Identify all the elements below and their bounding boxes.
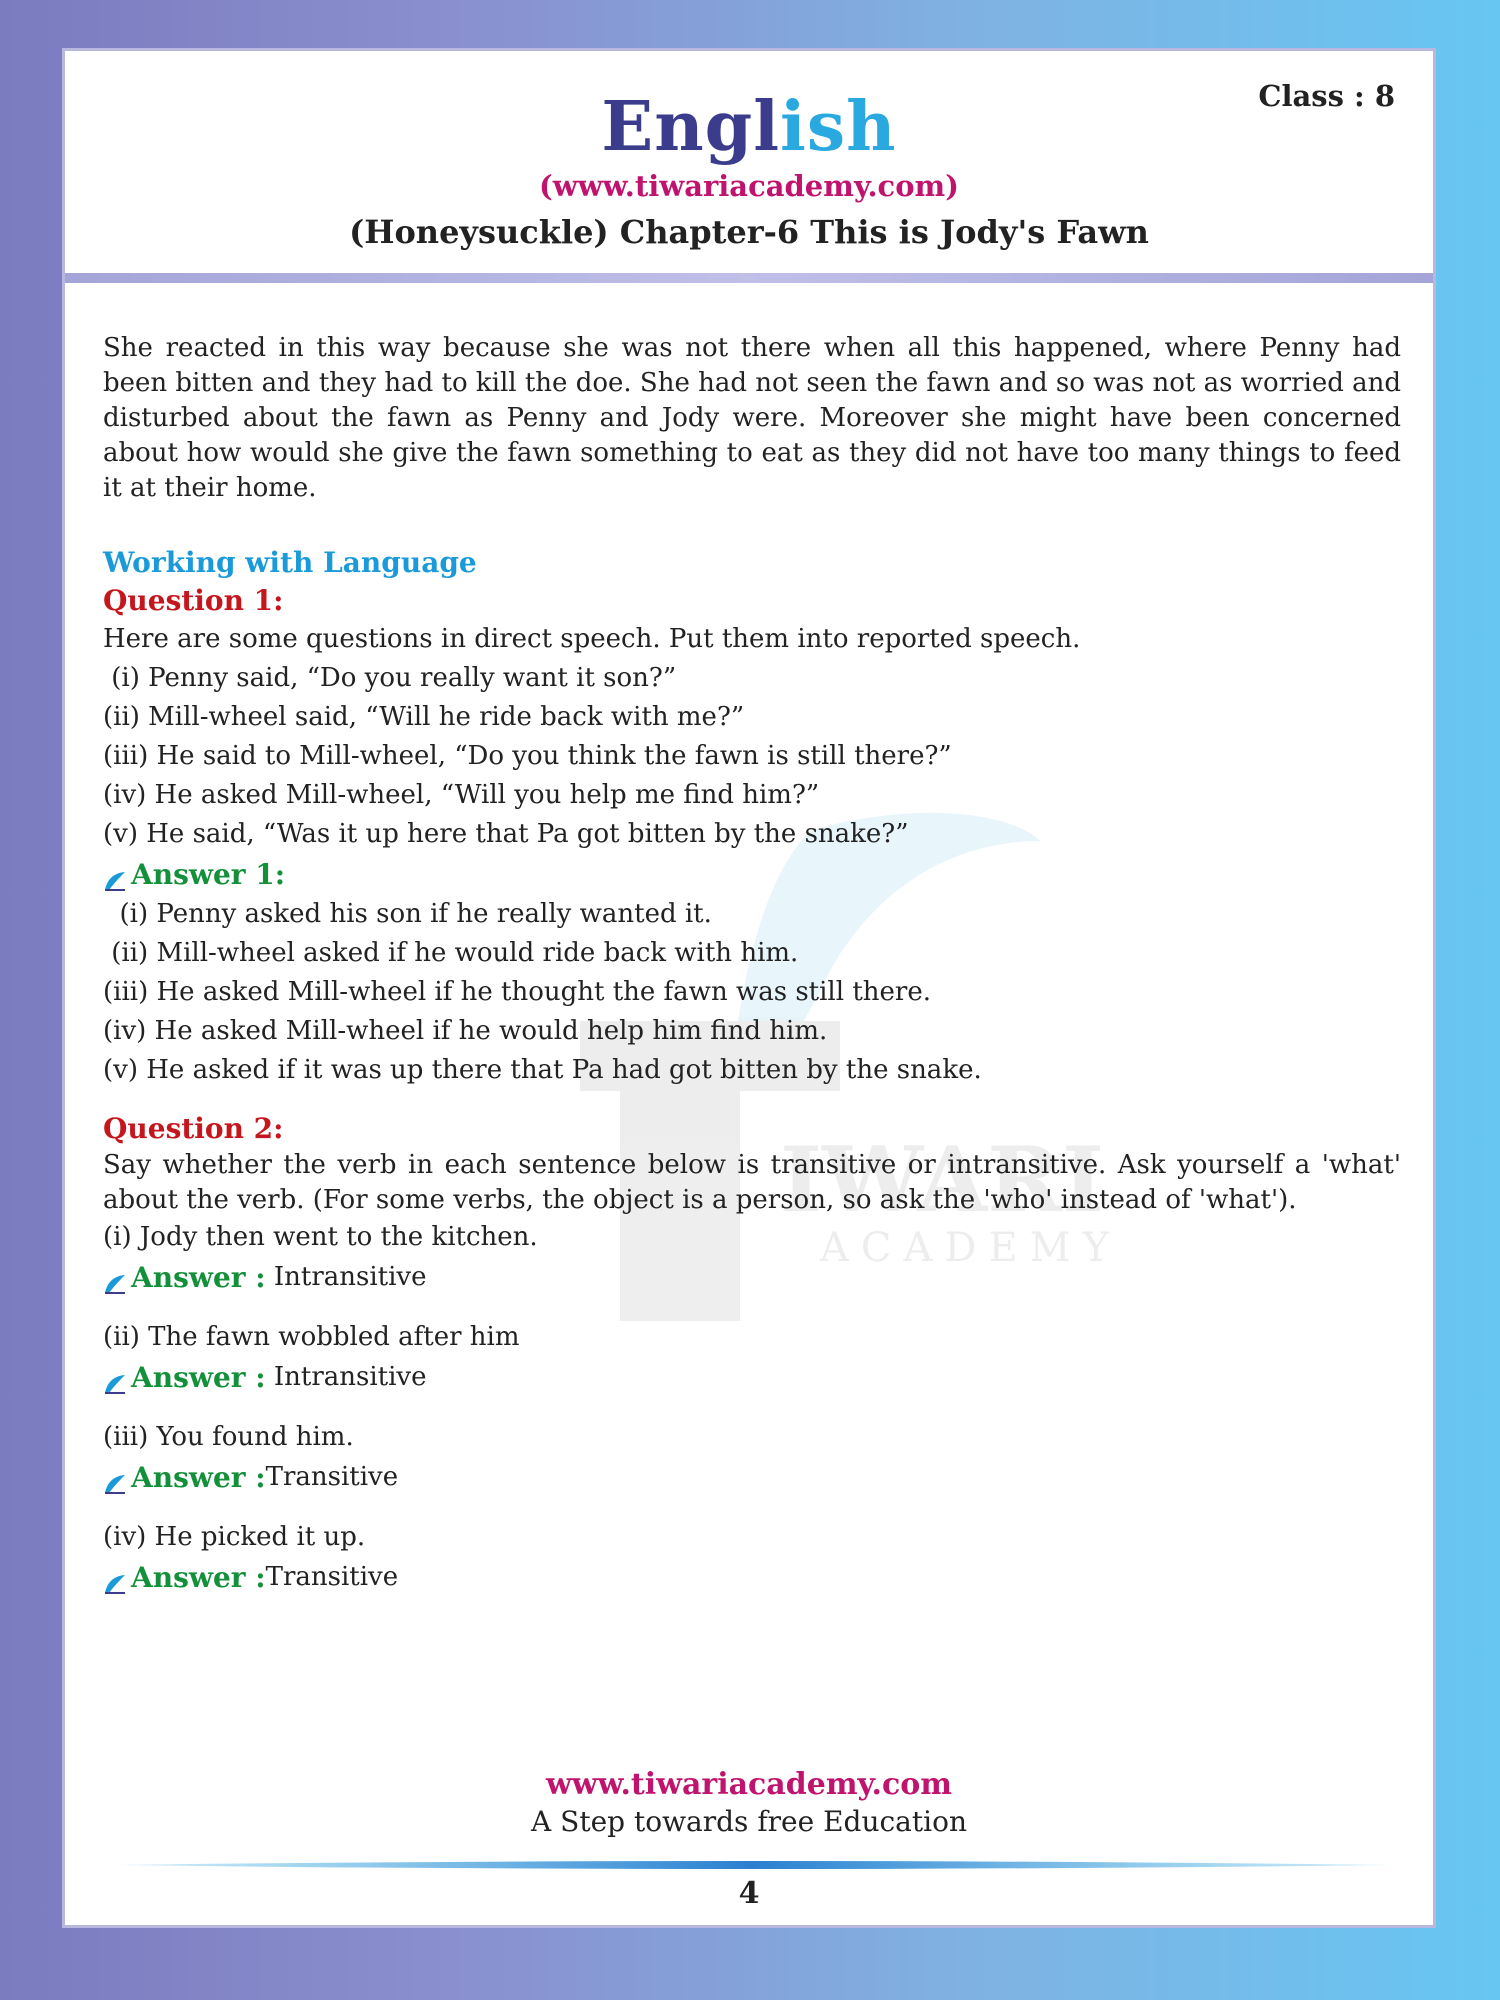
- footer-divider: [113, 1860, 1391, 1870]
- answer-1-heading: [103, 854, 1401, 895]
- question-1-label: Question 1:: [103, 584, 284, 617]
- answer-label: Answer :: [131, 1561, 266, 1594]
- question-2-sentence: (iv) He picked it up.: [103, 1522, 366, 1552]
- answer-value: Transitive: [265, 1562, 399, 1592]
- pen-nib-icon: [103, 1367, 127, 1389]
- page-header: [65, 51, 1433, 281]
- question-1-item: (iv) He asked Mill-wheel, “Will you help me find him?”: [103, 780, 820, 810]
- pen-nib-icon: [103, 1267, 127, 1289]
- answer-1-item: (ii) Mill-wheel asked if he would ride back with him.: [103, 938, 799, 968]
- pen-nib-icon: [103, 1467, 127, 1489]
- answer-label: Answer :: [131, 1461, 266, 1494]
- question-1-item: (ii) Mill-wheel said, “Will he ride back with me?”: [103, 702, 745, 732]
- answer-label: Answer :: [131, 1361, 266, 1394]
- question-2-prompt: Say whether the verb in each sentence below is transitive or intransitive. Ask yourself a 'what' about the verb. (For some verbs, the object is a person, so ask the 'who' instead of 'what').: [103, 1150, 1401, 1215]
- subject-title-part1: Engl: [601, 87, 781, 167]
- answer-1-item: (v) He asked if it was up there that Pa had got bitten by the snake.: [103, 1055, 982, 1085]
- pen-nib-icon: [103, 864, 127, 886]
- question-2-label: Question 2:: [103, 1112, 284, 1145]
- class-label: Class : 8: [1258, 79, 1395, 113]
- svg-text:ACADEMY: ACADEMY: [820, 1225, 1122, 1271]
- chapter-title: (Honeysuckle) Chapter-6 This is Jody's Fawn: [349, 213, 1149, 251]
- page-sheet: [62, 48, 1436, 1928]
- question-2-sentence: (i) Jody then went to the kitchen.: [103, 1222, 538, 1252]
- question-1-item: (iii) He said to Mill-wheel, “Do you think the fawn is still there?”: [103, 741, 952, 771]
- answer-1-label: Answer 1:: [131, 858, 286, 891]
- question-1-prompt: Here are some questions in direct speech. Put them into reported speech.: [103, 624, 1081, 654]
- answer-value: Intransitive: [273, 1362, 427, 1392]
- answer-1-item: (iv) He asked Mill-wheel if he would help him find him.: [103, 1016, 828, 1046]
- answer-1-item: (iii) He asked Mill-wheel if he thought the fawn was still there.: [103, 977, 931, 1007]
- question-1-item: (i) Penny said, “Do you really want it son?”: [103, 663, 677, 693]
- footer-website-link[interactable]: www.tiwariacademy.com: [545, 1767, 953, 1802]
- content-area: [103, 331, 1401, 1598]
- page-number: 4: [738, 1876, 760, 1911]
- header-website-link[interactable]: (www.tiwariacademy.com): [539, 169, 959, 203]
- footer-tagline: A Step towards free Education: [531, 1805, 967, 1838]
- question-1-item: (v) He said, “Was it up here that Pa got bitten by the snake?”: [103, 819, 909, 849]
- subject-title-part2: ish: [780, 87, 897, 167]
- answer-value: Transitive: [265, 1462, 399, 1492]
- question-2-sentence: (ii) The fawn wobbled after him: [103, 1322, 520, 1352]
- answer-1-item: (i) Penny asked his son if he really wanted it.: [103, 899, 712, 929]
- pen-nib-icon: [103, 1567, 127, 1589]
- question-2-answer: [103, 1257, 1401, 1298]
- answer-value: Intransitive: [273, 1262, 427, 1292]
- question-2-answer: [103, 1357, 1401, 1398]
- question-2-answer: [103, 1457, 1401, 1498]
- question-2-sentence: (iii) You found him.: [103, 1422, 354, 1452]
- svg-text:IWARI: IWARI: [780, 1127, 1105, 1233]
- intro-paragraph: She reacted in this way because she was not there when all this happened, where Penny had been bitten and they had to kill the doe. She had not seen the fawn and so was not as worried and disturbed about the fawn as Penny and Jody were. Moreover she might have been concerned about how would she give the fawn something to eat as they did not have too many things to feed it at their home.: [103, 333, 1402, 503]
- header-divider: [65, 273, 1433, 283]
- subject-title: [65, 87, 1433, 167]
- answer-label: Answer :: [131, 1261, 266, 1294]
- section-heading: Working with Language: [103, 546, 477, 579]
- question-2-answer: [103, 1557, 1401, 1598]
